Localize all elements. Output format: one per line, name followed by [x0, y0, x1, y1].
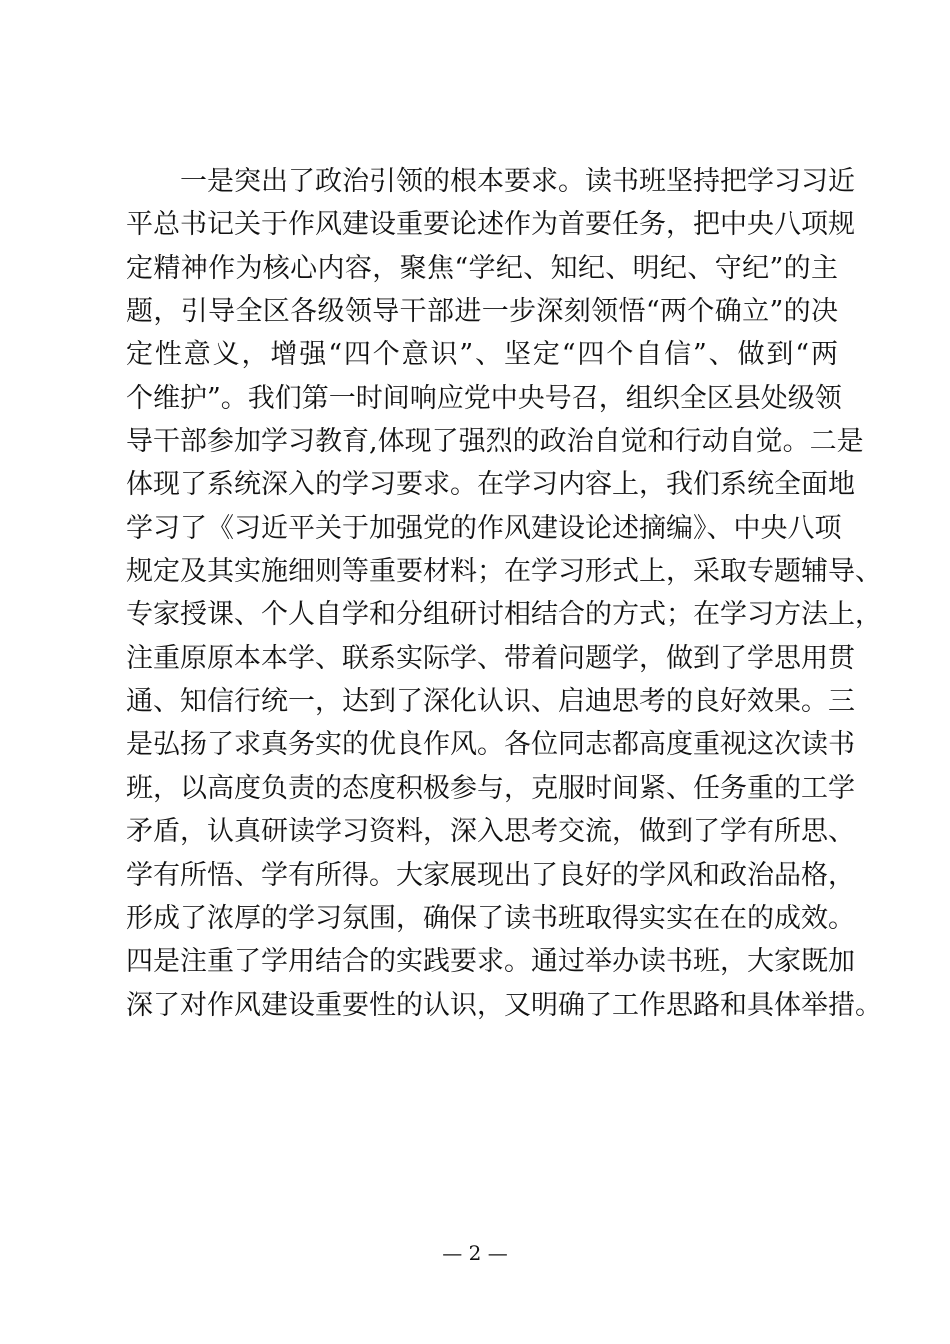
text-line: 平总书记关于作风建设重要论述作为首要任务，把中央八项规: [126, 209, 855, 241]
text-line: 体现了系统深入的学习要求。在学习内容上，我们系统全面地: [126, 469, 855, 501]
text-line: 规定及其实施细则等重要材料；在学习形式上，采取专题辅导、: [126, 556, 882, 588]
text-line: 班，以高度负责的态度积极参与，克服时间紧、任务重的工学: [126, 772, 855, 804]
text-line: 四是注重了学用结合的实践要求。通过举办读书班，大家既加: [126, 946, 855, 978]
text-line: 学有所悟、学有所得。大家展现出了良好的学风和政治品格，: [126, 859, 855, 891]
text-line: 通、知信行统一，达到了深化认识、启迪思考的良好效果。三: [126, 686, 855, 718]
text-line: 题，引导全区各级领导干部进一步深刻领悟“两个确立”的决: [126, 296, 838, 328]
text-line: 个维护”。我们第一时间响应党中央号召，组织全区县处级领: [126, 382, 842, 414]
text-line: 深了对作风建设重要性的认识，又明确了工作思路和具体举措。: [126, 989, 882, 1021]
text-line: 注重原原本本学、联系实际学、带着问题学，做到了学思用贯: [126, 642, 855, 674]
text-line: 定性意义，增强“四个意识”、坚定“四个自信”、做到“两: [126, 339, 838, 371]
body-paragraph: [126, 160, 882, 1027]
text-line: 学习了《习近平关于加强党的作风建设论述摘编》、中央八项: [126, 512, 842, 544]
text-line: 导干部参加学习教育,体现了强烈的政治自觉和行动自觉。二是: [126, 426, 864, 458]
text-line: 专家授课、个人自学和分组研讨相结合的方式；在学习方法上，: [126, 599, 882, 631]
text-line: 矛盾，认真研读学习资料，深入思考交流，做到了学有所思、: [126, 816, 855, 848]
text-line: 形成了浓厚的学习氛围，确保了读书班取得实实在在的成效。: [126, 902, 855, 934]
text-line: 定精神作为核心内容，聚焦“学纪、知纪、明纪、守纪”的主: [126, 252, 838, 284]
text-line: 一是突出了政治引领的根本要求。读书班坚持把学习习近: [180, 166, 855, 197]
page-number: — 2 —: [442, 1241, 508, 1265]
text-line: 是弘扬了求真务实的优良作风。各位同志都高度重视这次读书: [126, 729, 855, 761]
